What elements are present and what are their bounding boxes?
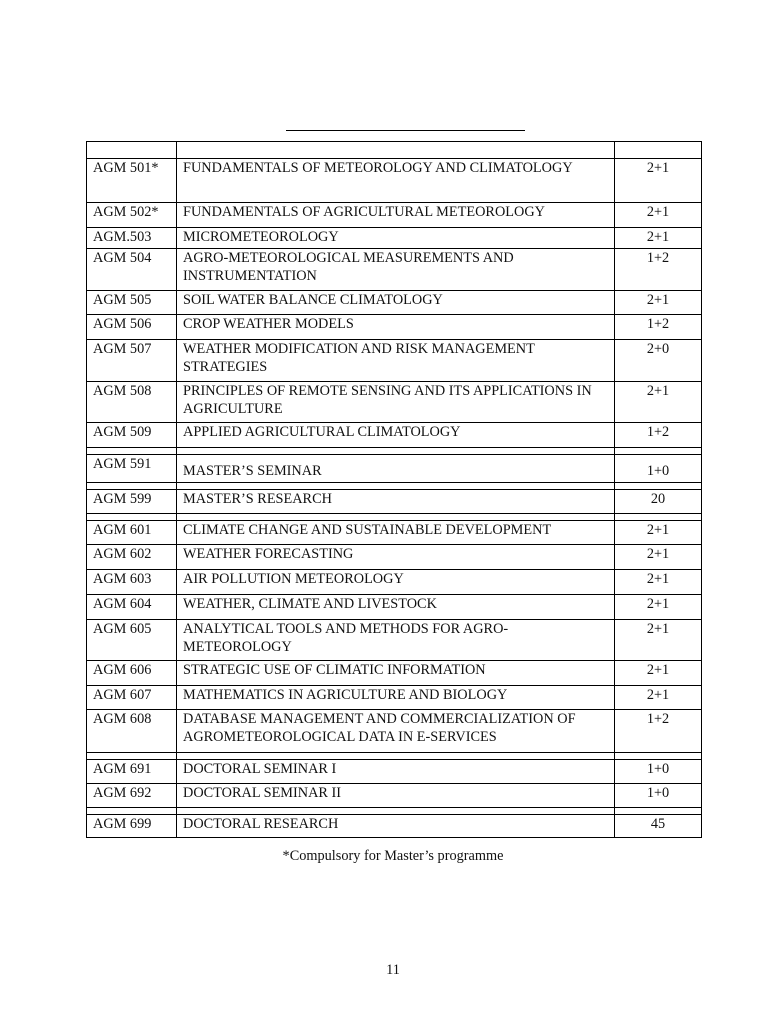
course-credits: 1+2 (615, 315, 702, 340)
course-title: AGRO-METEOROLOGICAL MEASUREMENTS AND INSTRUMENTATION (177, 249, 615, 291)
course-code: AGM 599 (87, 490, 177, 514)
course-credits: 1+2 (615, 710, 702, 753)
course-title: FUNDAMENTALS OF AGRICULTURAL METEOROLOGY (177, 203, 615, 228)
course-code: AGM 699 (87, 815, 177, 838)
course-credits: 2+1 (615, 570, 702, 595)
course-code: AGM 604 (87, 595, 177, 620)
course-credits: 45 (615, 815, 702, 838)
course-code: AGM 501* (87, 159, 177, 203)
course-credits: 2+1 (615, 521, 702, 545)
course-title: AIR POLLUTION METEOROLOGY (177, 570, 615, 595)
table-row (87, 570, 702, 595)
table-row (87, 291, 702, 315)
table-header-row (87, 142, 702, 159)
course-code: AGM 508 (87, 382, 177, 423)
course-table (86, 141, 702, 838)
course-title: MATHEMATICS IN AGRICULTURE AND BIOLOGY (177, 686, 615, 710)
spacer-row (87, 483, 702, 490)
course-code: AGM 691 (87, 760, 177, 784)
footnote: *Compulsory for Master’s programme (282, 848, 504, 864)
table-row (87, 784, 702, 808)
course-credits: 2+1 (615, 686, 702, 710)
course-title: PRINCIPLES OF REMOTE SENSING AND ITS APPLICATIONS IN AGRICULTURE (177, 382, 615, 423)
course-title: WEATHER MODIFICATION AND RISK MANAGEMENT STRATEGIES (177, 340, 615, 382)
course-code: AGM 507 (87, 340, 177, 382)
course-credits: 1+2 (615, 249, 702, 291)
table-row (87, 760, 702, 784)
spacer-row (87, 753, 702, 760)
course-title: SOIL WATER BALANCE CLIMATOLOGY (177, 291, 615, 315)
course-credits: 2+1 (615, 203, 702, 228)
table-row (87, 203, 702, 228)
course-title: WEATHER FORECASTING (177, 545, 615, 570)
course-credits: 2+1 (615, 291, 702, 315)
course-code: AGM 502* (87, 203, 177, 228)
header-cell (177, 142, 615, 159)
course-title: DOCTORAL SEMINAR I (177, 760, 615, 784)
course-credits: 2+0 (615, 340, 702, 382)
course-code: AGM 602 (87, 545, 177, 570)
table-row (87, 815, 702, 838)
spacer-row (87, 514, 702, 521)
course-title: DOCTORAL SEMINAR II (177, 784, 615, 808)
course-credits: 2+1 (615, 620, 702, 661)
course-title: ANALYTICAL TOOLS AND METHODS FOR AGRO-METEOROLOGY (177, 620, 615, 661)
table-row (87, 545, 702, 570)
course-credits: 2+1 (615, 228, 702, 249)
course-credits: 1+2 (615, 423, 702, 448)
course-code: AGM 505 (87, 291, 177, 315)
title-underline (286, 130, 525, 131)
course-title: STRATEGIC USE OF CLIMATIC INFORMATION (177, 661, 615, 686)
table-row (87, 661, 702, 686)
course-credits: 1+0 (615, 760, 702, 784)
table-row (87, 710, 702, 753)
header-cell (87, 142, 177, 159)
course-code: AGM 591 (87, 455, 177, 483)
table-row (87, 249, 702, 291)
table-row (87, 228, 702, 249)
header-cell (615, 142, 702, 159)
course-credits: 20 (615, 490, 702, 514)
course-code: AGM 603 (87, 570, 177, 595)
table-row (87, 423, 702, 448)
table-row (87, 595, 702, 620)
course-title: MASTER’S RESEARCH (177, 490, 615, 514)
course-title: DOCTORAL RESEARCH (177, 815, 615, 838)
spacer-row (87, 808, 702, 815)
course-title: DATABASE MANAGEMENT AND COMMERCIALIZATION OF AGROMETEOROLOGICAL DATA IN E-SERVICES (177, 710, 615, 753)
course-credits: 2+1 (615, 382, 702, 423)
course-code: AGM 608 (87, 710, 177, 753)
spacer-row (87, 448, 702, 455)
table-row (87, 340, 702, 382)
course-code: AGM 509 (87, 423, 177, 448)
course-title: MICROMETEOROLOGY (177, 228, 615, 249)
course-credits: 2+1 (615, 159, 702, 203)
course-code: AGM 506 (87, 315, 177, 340)
table-row (87, 382, 702, 423)
course-code: AGM 601 (87, 521, 177, 545)
table-row (87, 490, 702, 514)
course-title: CROP WEATHER MODELS (177, 315, 615, 340)
course-code: AGM 605 (87, 620, 177, 661)
course-title: WEATHER, CLIMATE AND LIVESTOCK (177, 595, 615, 620)
course-credits: 1+0 (615, 455, 702, 483)
page-number: 11 (386, 962, 400, 978)
table-row (87, 455, 702, 483)
course-title: MASTER’S SEMINAR (177, 455, 615, 483)
table-row (87, 159, 702, 203)
table-row (87, 315, 702, 340)
course-credits: 1+0 (615, 784, 702, 808)
course-code: AGM 607 (87, 686, 177, 710)
course-title: CLIMATE CHANGE AND SUSTAINABLE DEVELOPMENT (177, 521, 615, 545)
course-code: AGM 606 (87, 661, 177, 686)
course-title: FUNDAMENTALS OF METEOROLOGY AND CLIMATOLOGY (177, 159, 615, 203)
course-credits: 2+1 (615, 661, 702, 686)
course-code: AGM.503 (87, 228, 177, 249)
course-credits: 2+1 (615, 545, 702, 570)
table-row (87, 620, 702, 661)
table-row (87, 521, 702, 545)
course-code: AGM 504 (87, 249, 177, 291)
course-credits: 2+1 (615, 595, 702, 620)
course-code: AGM 692 (87, 784, 177, 808)
table-row (87, 686, 702, 710)
course-title: APPLIED AGRICULTURAL CLIMATOLOGY (177, 423, 615, 448)
